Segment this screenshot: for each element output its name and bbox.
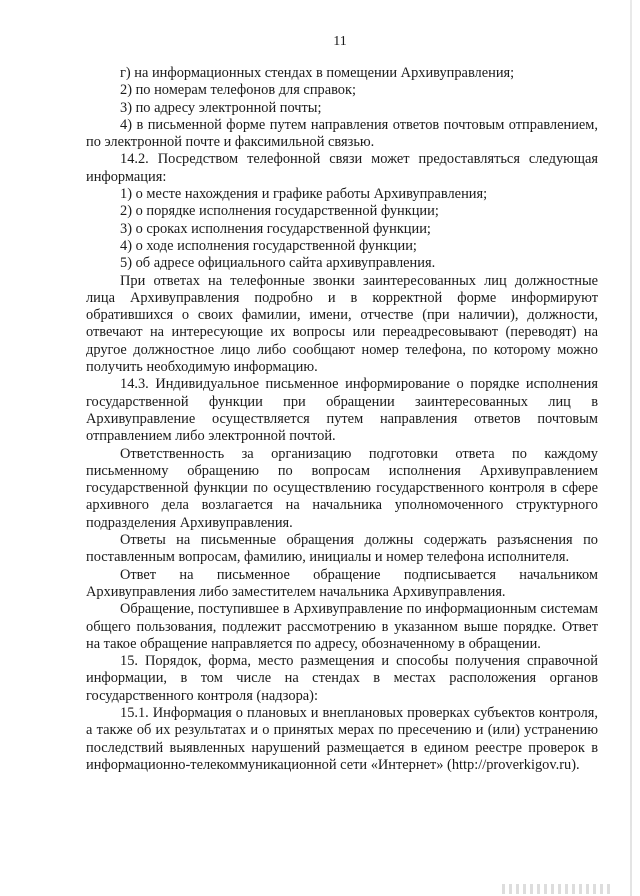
paragraph-location-schedule: 1) о месте нахождения и графике работы Архивуправления; <box>120 186 488 203</box>
paragraph-answer-signing: Ответ на письменное обращение подписывается начальником Архивуправления либо заместителем начальника Архивуправления. <box>86 566 598 600</box>
paragraph-progress: 4) о ходе исполнения государственной функции; <box>120 237 417 254</box>
paragraph-procedure: 2) о порядке исполнения государственной функции; <box>120 203 439 220</box>
paragraph-written-form: 4) в письменной форме путем направления ответов почтовым отправлением, по электронной почте и факсимильной связью. <box>86 116 598 151</box>
paragraph-answer-content: Ответы на письменные обращения должны содержать разъяснения по поставленным вопросам, фамилию, инициалы и номер телефона исполнителя. <box>86 532 598 566</box>
paragraph-phone-numbers: 2) по номерам телефонов для справок; <box>120 82 356 99</box>
scan-artifact <box>502 884 612 894</box>
paragraph-15: 15. Порядок, форма, место размещения и способы получения справочной информации, в том числе на стендах в местах расположения органов государственного контроля (надзора): <box>86 653 598 704</box>
paragraph-info-stands: г) на информационных стендах в помещении Архивуправления; <box>120 65 515 81</box>
document-body <box>86 65 598 774</box>
paragraph-responsibility: Ответственность за организацию подготовки ответа по каждому письменному обращению по вопросам исполнения Архивуправлением государственной функции по осуществлению государственного контроля в сфере архивного дела возлагается на начальника уполномоченного структурного подразделения Архивуправления. <box>86 445 598 531</box>
paragraph-email-address: 3) по адресу электронной почты; <box>120 99 322 116</box>
paragraph-deadlines: 3) о сроках исполнения государственной функции; <box>120 220 431 237</box>
paragraph-15-1: 15.1. Информация о плановых и внеплановых проверках субъектов контроля, а также об их результатах и о принятых мерах по пресечению и (или) устранению последствий выявленных нарушений размещается в едином реестре проверок в информационно-телекоммуникационной сети «Интернет» (http://proverkigov.ru). <box>86 704 598 773</box>
scan-edge-shadow <box>630 0 632 896</box>
paragraph-14-3: 14.3. Индивидуальное письменное информирование о порядке исполнения государственной функции при обращении заинтересованных лиц в Архивуправление осуществляется путем направления ответов почтовым отправлением либо электронной почтой. <box>86 376 598 445</box>
paragraph-14-2: 14.2. Посредством телефонной связи может предоставляться следующая информация: <box>86 151 598 185</box>
paragraph-website: 5) об адресе официального сайта архивуправления. <box>120 255 436 272</box>
page-number: 11 <box>333 34 347 49</box>
paragraph-phone-answers: При ответах на телефонные звонки заинтересованных лиц должностные лица Архивуправления подробно и в корректной форме информируют обратившихся о своих фамилии, имени, отчестве (при наличии), должности, отвечают на интересующие их вопросы или переадресовывают (переводят) на другое должностное лицо либо сообщают номер телефона, по которому можно получить необходимую информацию. <box>86 272 598 376</box>
paragraph-information-systems: Обращение, поступившее в Архивуправление по информационным системам общего пользования, подлежит рассмотрению в указанном выше порядке. Ответ на такое обращение направляется по адресу, обозначенному в обращении. <box>86 601 598 652</box>
